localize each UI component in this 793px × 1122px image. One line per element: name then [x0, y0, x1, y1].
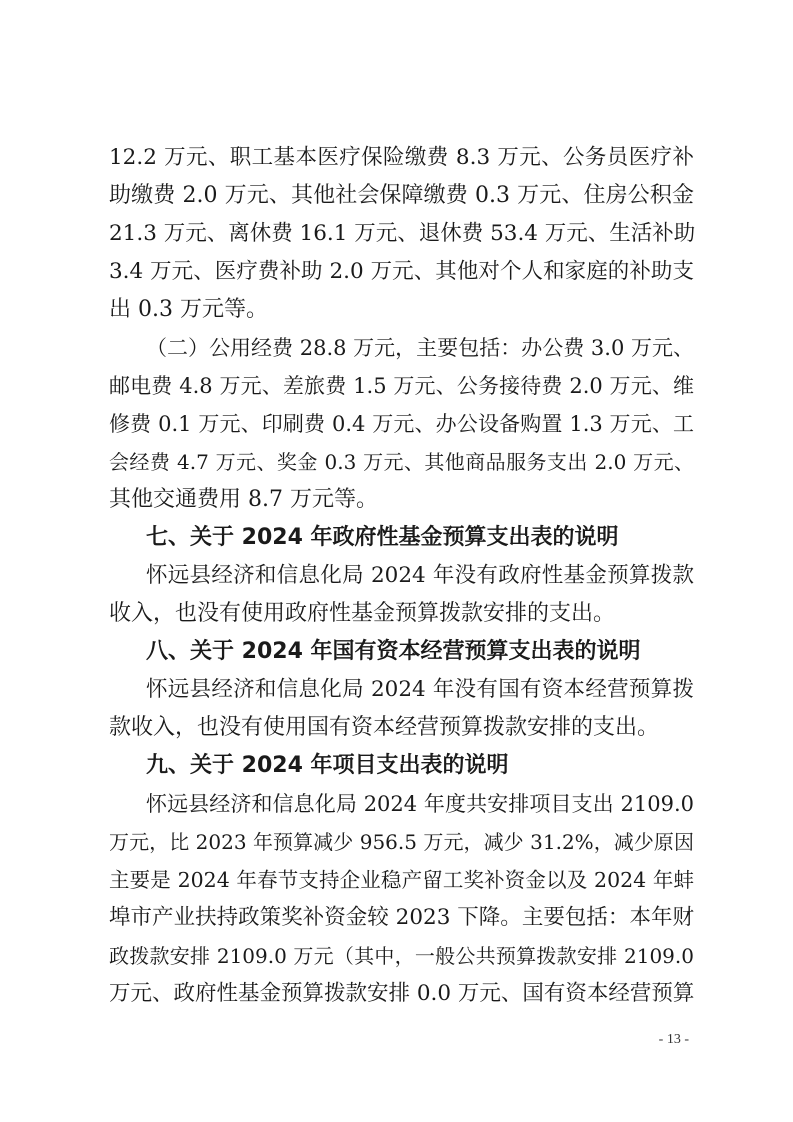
- body-line-2: 助缴费 2.0 万元、其他社会保障缴费 0.3 万元、住房公积金: [109, 183, 694, 208]
- body-line-8: 修费 0.1 万元、印刷费 0.4 万元、办公设备购置 1.3 万元、工: [109, 412, 694, 436]
- body-line-5: 出 0.3 万元等。: [109, 297, 268, 322]
- body-line-13: 收入，也没有使用政府性基金预算拨款安排的支出。: [109, 601, 616, 626]
- body-line-3: 21.3 万元、离休费 16.1 万元、退休费 53.4 万元、生活补助: [109, 221, 696, 246]
- body-line-20: 主要是 2024 年春节支持企业稳产留工奖补资金以及 2024 年蚌: [109, 868, 694, 892]
- section-heading-8: 八、关于 2024 年国有资本经营预算支出表的说明: [146, 639, 641, 664]
- body-line-4: 3.4 万元、医疗费补助 2.0 万元、其他对个人和家庭的补助支: [109, 259, 694, 284]
- section-heading-9: 九、关于 2024 年项目支出表的说明: [146, 753, 509, 778]
- section-9-paragraph-start: 怀远县经济和信息化局 2024 年度共安排项目支出 2109.0: [146, 792, 694, 816]
- section-7-paragraph-start: 怀远县经济和信息化局 2024 年没有政府性基金预算拨款: [146, 563, 694, 588]
- public-expense-paragraph-start: （二）公用经费 28.8 万元，主要包括：办公费 3.0 万元、: [146, 336, 694, 360]
- body-line-10: 其他交通费用 8.7 万元等。: [109, 487, 378, 512]
- section-heading-7: 七、关于 2024 年政府性基金预算支出表的说明: [146, 525, 619, 550]
- body-line-21: 埠市产业扶持政策奖补资金较 2023 下降。主要包括：本年财: [109, 905, 694, 930]
- body-line-16: 款收入，也没有使用国有资本经营预算拨款安排的支出。: [109, 715, 660, 740]
- body-line-1: 12.2 万元、职工基本医疗保险缴费 8.3 万元、公务员医疗补: [109, 145, 694, 170]
- body-line-7: 邮电费 4.8 万元、差旅费 1.5 万元、公务接待费 2.0 万元、维: [109, 374, 694, 398]
- body-line-19: 万元，比 2023 年预算减少 956.5 万元，减少 31.2%，减少原因: [109, 830, 694, 854]
- section-8-paragraph-start: 怀远县经济和信息化局 2024 年没有国有资本经营预算拨: [146, 677, 694, 702]
- page-number: - 13 -: [658, 1032, 689, 1047]
- body-line-22: 政拨款安排 2109.0 万元（其中，一般公共预算拨款安排 2109.0: [109, 944, 694, 968]
- body-line-9: 会经费 4.7 万元、奖金 0.3 万元、其他商品服务支出 2.0 万元、: [109, 450, 694, 474]
- body-line-23: 万元、政府性基金预算拨款安排 0.0 万元、国有资本经营预算: [109, 981, 695, 1006]
